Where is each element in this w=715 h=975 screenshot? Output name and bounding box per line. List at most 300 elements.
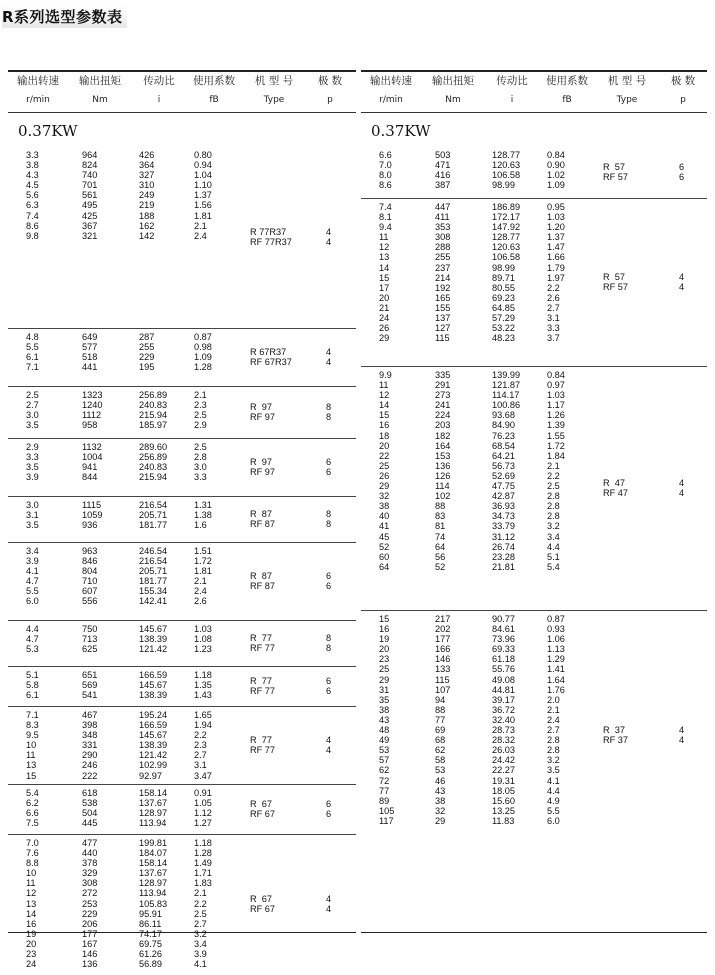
cell-factor: 1.72 (194, 556, 212, 567)
table-row-group (8, 784, 356, 835)
header-factor-unit: fB (209, 95, 219, 105)
cell-ratio: 184.07 (139, 848, 168, 859)
cell-torque: 471 (435, 160, 451, 171)
column-torque (435, 202, 450, 343)
cell-factor: 2.7 (547, 302, 560, 313)
cell-torque: 203 (435, 420, 451, 431)
cell-torque: 1004 (82, 452, 103, 463)
cell-ratio: 52.69 (492, 470, 515, 481)
header-poles-unit: p (327, 95, 333, 105)
cell-torque: 1132 (82, 442, 102, 452)
page-title: R系列选型参数表 (2, 6, 127, 28)
cell-speed: 8.8 (26, 858, 39, 869)
cell-speed: 17 (379, 282, 390, 293)
cell-speed: 38 (379, 501, 390, 512)
cell-poles: 4 (679, 725, 685, 735)
cell-factor: 1.94 (194, 720, 212, 731)
cell-ratio: 215.94 (139, 410, 168, 421)
cell-factor: 3.4 (547, 531, 560, 542)
column-factor (194, 670, 212, 700)
cell-torque: 133 (435, 664, 451, 675)
column-poles (326, 402, 331, 422)
cell-speed: 117 (379, 815, 394, 826)
cell-factor: 1.37 (194, 190, 212, 201)
cell-factor: 4.4 (547, 541, 560, 552)
cell-ratio: 138.39 (139, 634, 168, 645)
cell-ratio: 44.81 (492, 684, 515, 695)
cell-torque: 958 (82, 420, 98, 431)
cell-type: R 57 (603, 272, 625, 282)
cell-factor: 1.6 (194, 520, 207, 531)
cell-ratio: 142 (139, 230, 155, 241)
cell-poles: 4 (326, 227, 332, 237)
cell-factor: 0.95 (547, 202, 565, 212)
column-ratio (492, 614, 515, 826)
column-ratio (139, 788, 167, 828)
cell-factor: 1.12 (194, 808, 212, 819)
cell-factor: 1.27 (194, 818, 212, 829)
cell-factor: 1.76 (547, 684, 565, 695)
cell-ratio: 128.97 (139, 808, 168, 819)
cell-speed: 6.6 (26, 808, 39, 819)
cell-poles: 4 (326, 237, 332, 248)
cell-ratio: 138.39 (139, 740, 168, 751)
cell-factor: 0.97 (547, 380, 565, 391)
cell-ratio: 98.99 (492, 262, 515, 273)
cell-poles: 6 (679, 172, 685, 183)
cell-ratio: 142.41 (139, 596, 168, 607)
column-poles (326, 227, 331, 247)
cell-torque: 237 (435, 262, 451, 273)
header-factor-label: 使用系数 (193, 75, 235, 87)
cell-factor: 1.83 (194, 878, 212, 889)
cell-ratio: 98.99 (492, 180, 515, 191)
cell-factor: 1.31 (194, 500, 212, 510)
header-factor-unit: fB (562, 95, 572, 105)
cell-ratio: 138.39 (139, 690, 168, 701)
cell-type: R 77R37 (250, 227, 287, 237)
cell-factor: 1.65 (194, 710, 212, 720)
cell-poles: 4 (326, 347, 332, 357)
cell-torque: 115 (435, 333, 450, 344)
cell-speed: 14 (379, 400, 390, 411)
column-torque (435, 370, 450, 572)
cell-ratio: 205.71 (139, 510, 168, 521)
cell-type: RF 47 (603, 488, 629, 499)
cell-speed: 16 (379, 624, 390, 635)
cell-speed: 19 (26, 928, 37, 939)
cell-speed: 32 (379, 491, 390, 502)
column-speed (26, 624, 39, 654)
cell-torque: 1112 (82, 410, 102, 421)
cell-speed: 25 (379, 664, 390, 675)
cell-speed: 53 (379, 745, 390, 756)
cell-speed: 3.5 (26, 420, 39, 431)
cell-speed: 6.1 (26, 352, 39, 363)
cell-ratio: 56.73 (492, 460, 515, 471)
cell-ratio: 106.58 (492, 252, 521, 263)
cell-torque: 1240 (82, 400, 103, 411)
cell-factor: 3.2 (547, 521, 560, 532)
column-speed (26, 838, 39, 969)
cell-torque: 556 (82, 596, 98, 607)
cell-factor: 5.5 (547, 805, 560, 816)
cell-ratio: 28.32 (492, 735, 515, 746)
cell-ratio: 84.61 (492, 624, 515, 635)
cell-factor: 1.84 (547, 450, 565, 461)
cell-ratio: 61.26 (139, 949, 162, 960)
cell-type: R 67 (250, 799, 272, 809)
cell-torque: 214 (435, 272, 451, 283)
header-torque-label: 输出扭矩 (432, 75, 474, 87)
header-factor-label: 使用系数 (546, 75, 588, 87)
column-torque (82, 838, 97, 969)
cell-speed: 3.5 (26, 520, 39, 531)
cell-speed: 29 (379, 481, 390, 492)
cell-factor: 2.1 (194, 220, 207, 231)
cell-factor: 1.35 (194, 680, 212, 691)
cell-torque: 561 (82, 190, 98, 201)
column-ratio (139, 332, 154, 372)
cell-factor: 1.28 (194, 362, 212, 373)
cell-ratio: 195 (139, 362, 155, 373)
cell-speed: 10 (26, 740, 37, 751)
cell-ratio: 364 (139, 160, 155, 171)
cell-torque: 88 (435, 501, 446, 512)
cell-torque: 155 (435, 302, 451, 313)
column-poles (326, 571, 331, 591)
column-torque (82, 390, 102, 430)
column-type (250, 347, 292, 367)
cell-type: R 67R37 (250, 347, 287, 357)
cell-torque: 46 (435, 775, 446, 786)
column-torque (82, 624, 97, 654)
cell-speed: 3.4 (26, 546, 39, 556)
column-type (250, 894, 275, 914)
column-poles (326, 676, 331, 696)
cell-poles: 8 (326, 402, 332, 412)
cell-factor: 2.1 (194, 888, 207, 899)
cell-factor: 1.55 (547, 430, 565, 441)
column-factor (194, 150, 212, 241)
column-type (250, 402, 275, 422)
cell-ratio: 137.67 (139, 798, 168, 809)
cell-torque: 146 (435, 654, 451, 665)
cell-type: RF 57 (603, 282, 629, 293)
table-row-group (8, 386, 356, 439)
cell-factor: 1.02 (547, 170, 565, 181)
cell-torque: 136 (435, 460, 451, 471)
cell-factor: 3.2 (194, 928, 207, 939)
cell-speed: 3.1 (26, 510, 39, 521)
cell-factor: 1.39 (547, 420, 565, 431)
column-factor (194, 332, 212, 372)
cell-speed: 11 (379, 380, 389, 391)
cell-speed: 4.7 (26, 576, 39, 587)
cell-ratio: 69.33 (492, 644, 515, 655)
cell-torque: 224 (435, 410, 451, 421)
cell-torque: 538 (82, 798, 98, 809)
column-factor (547, 202, 565, 343)
cell-ratio: 64.85 (492, 302, 515, 313)
cell-speed: 15 (379, 272, 390, 283)
cell-torque: 804 (82, 566, 98, 577)
table-header (8, 72, 356, 113)
cell-speed: 18 (379, 430, 390, 441)
cell-torque: 846 (82, 556, 98, 567)
cell-ratio: 89.71 (492, 272, 515, 283)
column-factor (194, 838, 212, 969)
column-type (603, 162, 628, 182)
cell-torque: 126 (435, 470, 451, 481)
cell-speed: 4.3 (26, 170, 39, 181)
cell-ratio: 205.71 (139, 566, 168, 577)
cell-ratio: 128.77 (492, 150, 521, 160)
column-type (250, 799, 275, 819)
cell-torque: 53 (435, 765, 446, 776)
cell-speed: 5.1 (26, 670, 39, 680)
cell-speed: 8.0 (379, 170, 392, 181)
cell-factor: 1.18 (194, 670, 212, 680)
cell-ratio: 49.08 (492, 674, 515, 685)
header-poles-unit: p (680, 95, 686, 105)
cell-speed: 7.5 (26, 818, 39, 829)
cell-speed: 20 (379, 292, 390, 303)
column-speed (26, 546, 39, 607)
column-speed (26, 150, 39, 241)
header-torque (425, 72, 481, 107)
cell-ratio: 145.67 (139, 680, 168, 691)
cell-ratio: 113.94 (139, 818, 167, 829)
cell-speed: 29 (379, 674, 390, 685)
column-type (250, 633, 275, 653)
cell-poles: 8 (326, 643, 332, 654)
cell-ratio: 42.87 (492, 491, 515, 502)
cell-factor: 2.5 (194, 410, 207, 421)
cell-speed: 16 (379, 420, 390, 431)
cell-torque: 441 (82, 362, 98, 373)
cell-factor: 4.1 (547, 775, 560, 786)
cell-poles: 4 (679, 735, 685, 746)
column-type (250, 227, 292, 247)
cell-ratio: 56.89 (139, 959, 162, 970)
cell-torque: 504 (82, 808, 98, 819)
cell-ratio: 249 (139, 190, 155, 201)
cell-factor: 2.8 (547, 501, 560, 512)
cell-ratio: 128.97 (139, 878, 168, 889)
cell-torque: 1323 (82, 390, 103, 400)
cell-speed: 4.1 (26, 566, 39, 577)
cell-ratio: 68.54 (492, 440, 515, 451)
cell-torque: 38 (435, 795, 446, 806)
cell-torque: 64 (435, 541, 446, 552)
cell-speed: 7.4 (379, 202, 392, 212)
cell-factor: 4.1 (194, 959, 207, 970)
column-type (250, 457, 275, 477)
header-type-label: 机 型 号 (254, 75, 294, 87)
cell-speed: 31 (379, 684, 390, 695)
column-ratio (139, 670, 167, 700)
cell-factor: 2.3 (194, 400, 207, 411)
column-speed (26, 788, 39, 828)
cell-factor: 4.9 (547, 795, 560, 806)
cell-torque: 1115 (82, 500, 102, 510)
cell-factor: 2.1 (547, 704, 560, 715)
column-poles (326, 799, 331, 819)
cell-torque: 217 (435, 614, 451, 624)
cell-speed: 25 (379, 460, 390, 471)
cell-speed: 3.0 (26, 410, 39, 421)
cell-speed: 43 (379, 714, 390, 725)
cell-speed: 5.3 (26, 644, 39, 655)
cell-torque: 165 (435, 292, 451, 303)
column-torque (82, 442, 102, 482)
cell-speed: 5.8 (26, 680, 39, 691)
cell-torque: 495 (82, 200, 98, 211)
cell-speed: 4.7 (26, 634, 39, 645)
column-ratio (492, 150, 520, 190)
cell-ratio: 185.97 (139, 420, 168, 431)
cell-speed: 64 (379, 561, 390, 572)
column-factor (547, 370, 565, 572)
cell-speed: 9.8 (26, 230, 39, 241)
column-type (603, 272, 628, 292)
cell-factor: 5.1 (547, 551, 560, 562)
cell-torque: 467 (82, 710, 98, 720)
cell-type: RF 67R37 (250, 357, 292, 368)
column-type (250, 571, 275, 591)
cell-torque: 102 (435, 491, 451, 502)
cell-torque: 32 (435, 805, 446, 816)
cell-speed: 29 (379, 333, 390, 344)
cell-factor: 0.94 (194, 160, 212, 171)
power-rating: 0.37KW (18, 122, 78, 140)
cell-torque: 77 (435, 714, 446, 725)
column-ratio (139, 624, 167, 654)
cell-type: R 67 (250, 894, 272, 904)
cell-factor: 3.4 (194, 938, 207, 949)
cell-ratio: 23.28 (492, 551, 515, 562)
cell-torque: 288 (435, 242, 451, 253)
table-row-group (8, 438, 356, 497)
table-row-group (8, 706, 356, 785)
cell-speed: 4.5 (26, 180, 39, 191)
cell-factor: 1.06 (547, 634, 565, 645)
cell-speed: 24 (26, 959, 37, 970)
cell-factor: 2.8 (547, 491, 560, 502)
cell-torque: 964 (82, 150, 98, 160)
cell-factor: 2.4 (194, 586, 207, 597)
column-ratio (139, 838, 167, 969)
cell-type: R 37 (603, 725, 625, 735)
header-poles (310, 72, 350, 107)
cell-factor: 2.8 (547, 735, 560, 746)
cell-factor: 0.98 (194, 342, 212, 353)
cell-factor: 3.0 (194, 462, 207, 473)
header-speed (365, 72, 417, 107)
cell-factor: 1.10 (194, 180, 212, 191)
cell-factor: 5.4 (547, 561, 560, 572)
column-torque (82, 670, 97, 700)
column-ratio (139, 546, 167, 607)
cell-ratio: 95.91 (139, 908, 162, 919)
cell-torque: 701 (82, 180, 98, 191)
left-table (8, 70, 356, 970)
cell-ratio: 100.86 (492, 400, 521, 411)
cell-torque: 222 (82, 770, 98, 781)
cell-torque: 477 (82, 838, 98, 848)
column-torque (82, 710, 97, 781)
cell-speed: 4.4 (26, 624, 39, 634)
cell-ratio: 24.42 (492, 755, 515, 766)
cell-torque: 94 (435, 694, 446, 705)
cell-poles: 4 (679, 478, 685, 488)
cell-torque: 308 (82, 878, 98, 889)
cell-factor: 3.9 (194, 949, 207, 960)
cell-ratio: 73.96 (492, 634, 515, 645)
cell-torque: 146 (82, 949, 98, 960)
cell-torque: 202 (435, 624, 451, 635)
cell-speed: 7.1 (26, 710, 39, 720)
header-speed-label: 输出转速 (17, 75, 59, 87)
column-type (250, 509, 275, 529)
cell-factor: 2.5 (194, 908, 207, 919)
cell-speed: 14 (379, 262, 390, 273)
cell-torque: 177 (82, 928, 98, 939)
cell-torque: 577 (82, 342, 98, 353)
cell-factor: 3.3 (194, 472, 207, 483)
cell-factor: 1.97 (547, 272, 565, 283)
cell-speed: 72 (379, 775, 390, 786)
header-type (245, 72, 303, 107)
cell-factor: 2.4 (547, 714, 560, 725)
column-ratio (139, 390, 167, 430)
cell-factor: 2.5 (194, 442, 207, 452)
cell-speed: 11 (26, 750, 36, 761)
cell-torque: 166 (435, 644, 451, 655)
cell-speed: 15 (379, 614, 390, 624)
cell-torque: 378 (82, 858, 98, 869)
cell-ratio: 80.55 (492, 282, 515, 293)
cell-torque: 153 (435, 450, 451, 461)
cell-type: R 57 (603, 162, 625, 172)
column-poles (679, 272, 684, 292)
cell-speed: 7.6 (26, 848, 39, 859)
cell-ratio: 219 (139, 200, 155, 211)
cell-poles: 6 (326, 799, 332, 809)
cell-speed: 2.5 (26, 390, 39, 400)
cell-ratio: 327 (139, 170, 155, 181)
cell-poles: 4 (326, 904, 332, 915)
cell-poles: 8 (326, 412, 332, 423)
cell-ratio: 84.90 (492, 420, 515, 431)
cell-torque: 114 (435, 481, 450, 492)
cell-ratio: 57.29 (492, 313, 515, 324)
cell-ratio: 287 (139, 332, 155, 342)
cell-torque: 43 (435, 785, 446, 796)
cell-ratio: 181.77 (139, 520, 168, 531)
cell-poles: 6 (326, 581, 332, 592)
cell-speed: 20 (379, 644, 390, 655)
cell-ratio: 69.75 (139, 938, 162, 949)
cell-torque: 137 (435, 313, 451, 324)
cell-speed: 7.0 (26, 838, 39, 848)
column-factor (547, 150, 565, 190)
cell-factor: 1.81 (194, 210, 212, 221)
cell-torque: 107 (435, 684, 451, 695)
cell-poles: 4 (679, 282, 685, 293)
cell-type: R 97 (250, 457, 272, 467)
